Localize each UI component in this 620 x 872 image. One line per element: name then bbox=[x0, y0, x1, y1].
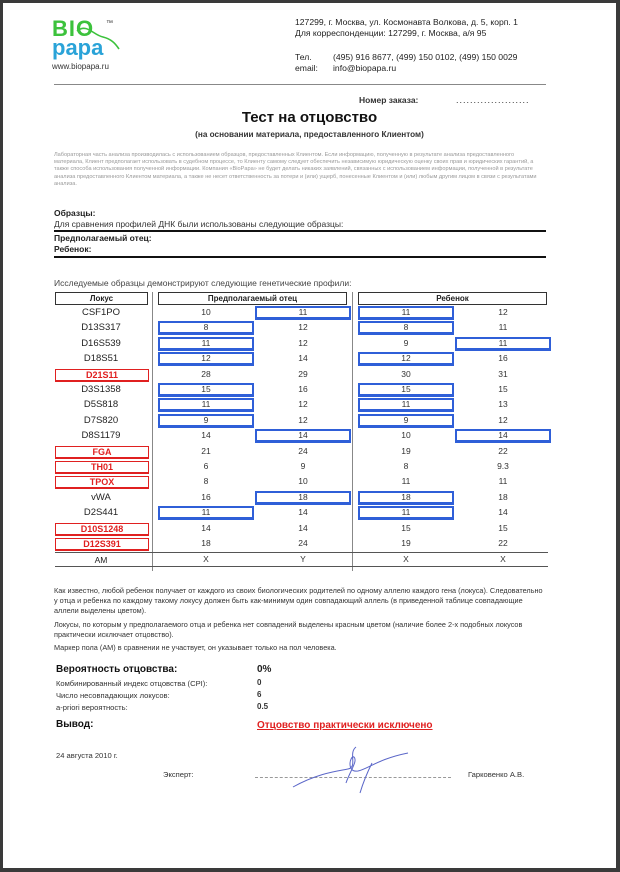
report-date: 24 августа 2010 г. bbox=[56, 751, 118, 760]
father-allele-2: 12 bbox=[298, 322, 308, 333]
cpi-value: 0 bbox=[257, 678, 262, 687]
father-allele-2: 14 bbox=[298, 522, 308, 533]
father-allele-1: 9 bbox=[203, 414, 209, 425]
child-allele-1: 15 bbox=[401, 384, 411, 394]
disclaimer-text: Лабораторная часть анализа производилась с использованием образцов, предоставленных Клиентом. Если информацию, полученную в результате анализа предоставленного материала, Клиент предполагает использовать в судебном процессе, то Клиенту самому следует обеспечить независимую юридическую оценку своих прав и юридических гарантий, а также способа использования полученной информации. Компания «BioPapa» не будет делать никаких заявлений, связанных с использованием информации, полученной в результате анализа предоставленного Клиентом материала, а также не несет ответственность за потери и (или) ущерб, понесенные Клиентом и (или) любым другим лицом в связи с результатами анализа. bbox=[54, 152, 537, 187]
father-allele-2: 10 bbox=[298, 476, 308, 487]
prior-probability-value: 0.5 bbox=[257, 702, 269, 711]
child-allele-1: 19 bbox=[401, 445, 411, 456]
father-allele-2: 9 bbox=[300, 461, 306, 471]
am-row-bottom-border bbox=[55, 566, 548, 567]
explanation-paragraph-3: Маркер пола (АМ) в сравнении не участвует, он указывает только на пол человека. bbox=[54, 643, 337, 652]
header-locus: Локус bbox=[55, 292, 148, 305]
samples-heading: Образцы: bbox=[54, 208, 96, 218]
father-allele-1: 8 bbox=[203, 322, 209, 333]
order-number-label: Номер заказа: bbox=[359, 95, 419, 105]
locus-name-mismatch: D21S11 bbox=[55, 369, 149, 382]
child-allele-1: 9 bbox=[403, 414, 409, 425]
samples-divider-bottom bbox=[54, 256, 546, 258]
address-line-2: Для корреспонденции: 127299, г. Москва, а/я 95 bbox=[295, 28, 487, 38]
website-link[interactable]: www.biopapa.ru bbox=[52, 62, 109, 71]
locus-name: D18S51 bbox=[83, 353, 119, 365]
am-marker-child-2: X bbox=[500, 554, 506, 565]
locus-name-mismatch: TPOX bbox=[55, 476, 149, 489]
child-allele-2: 16 bbox=[498, 353, 508, 364]
header-father: Предполагаемый отец bbox=[158, 292, 347, 305]
conclusion-label: Вывод: bbox=[56, 719, 94, 730]
locus-name: D5S818 bbox=[83, 399, 119, 411]
child-allele-2: 14 bbox=[498, 507, 508, 518]
mismatch-count-value: 6 bbox=[257, 690, 262, 699]
father-allele-1: 6 bbox=[203, 461, 209, 471]
locus-name: D13S317 bbox=[81, 322, 121, 334]
father-allele-1: 14 bbox=[201, 522, 211, 533]
child-allele-2: 12 bbox=[498, 414, 508, 425]
father-allele-1: 18 bbox=[201, 538, 211, 548]
child-allele-1: 9 bbox=[403, 337, 409, 348]
father-allele-2: 29 bbox=[298, 368, 308, 379]
expert-name: Гарковенко А.В. bbox=[468, 770, 525, 779]
address-line-1: 127299, г. Москва, ул. Космонавта Волкова, д. 5, корп. 1 bbox=[295, 17, 518, 27]
father-allele-2: 14 bbox=[298, 430, 308, 441]
child-allele-1: 11 bbox=[401, 307, 411, 317]
report-page bbox=[3, 3, 616, 868]
father-allele-2: 14 bbox=[298, 507, 308, 518]
logo-papa-text: papa bbox=[52, 35, 104, 60]
child-allele-1: 19 bbox=[401, 538, 411, 548]
father-allele-1: 10 bbox=[201, 307, 211, 317]
child-allele-1: 11 bbox=[401, 476, 411, 487]
probability-label: Вероятность отцовства: bbox=[56, 664, 178, 675]
locus-name-mismatch: TH01 bbox=[55, 461, 149, 474]
email-label: email: bbox=[295, 63, 318, 73]
profile-intro-text: Исследуемые образцы демонстрируют следующие генетические профили: bbox=[54, 278, 352, 288]
father-allele-1: 8 bbox=[203, 476, 209, 487]
child-allele-1: 8 bbox=[403, 461, 409, 471]
cpi-label: Комбинированный индекс отцовства (CPI): bbox=[56, 679, 208, 688]
father-allele-2: 14 bbox=[298, 353, 308, 364]
samples-text: Для сравнения профилей ДНК были использованы следующие образцы: bbox=[54, 219, 344, 229]
expert-label: Эксперт: bbox=[163, 770, 194, 779]
father-sample-label: Предполагаемый отец: bbox=[54, 233, 152, 243]
father-allele-2: 24 bbox=[298, 538, 308, 548]
child-allele-2: 15 bbox=[498, 384, 508, 394]
father-allele-1: 11 bbox=[201, 507, 211, 518]
child-allele-1: 18 bbox=[401, 491, 411, 502]
father-allele-2: 11 bbox=[298, 307, 308, 317]
page-title: Тест на отцовство bbox=[241, 109, 378, 126]
am-marker-father-1: X bbox=[203, 554, 209, 565]
locus-name-am: AM bbox=[94, 555, 108, 566]
locus-name: vWA bbox=[91, 491, 111, 503]
father-allele-1: 14 bbox=[201, 430, 211, 441]
locus-name: D7S820 bbox=[83, 414, 119, 426]
child-allele-2: 13 bbox=[498, 399, 508, 410]
father-allele-2: 24 bbox=[298, 445, 308, 456]
locus-name: D16S539 bbox=[81, 337, 121, 349]
child-allele-2: 11 bbox=[498, 476, 508, 487]
locus-name-mismatch: FGA bbox=[55, 446, 149, 459]
locus-name-mismatch: D12S391 bbox=[55, 538, 149, 551]
column-separator-1 bbox=[152, 292, 153, 571]
child-allele-2: 12 bbox=[498, 307, 508, 317]
locus-name-mismatch: D10S1248 bbox=[55, 523, 149, 536]
father-allele-1: 11 bbox=[201, 399, 211, 410]
child-allele-1: 8 bbox=[403, 322, 409, 333]
father-allele-1: 11 bbox=[201, 337, 211, 348]
father-allele-2: 12 bbox=[298, 399, 308, 410]
am-marker-father-2: Y bbox=[300, 554, 306, 565]
column-separator-2 bbox=[352, 292, 353, 571]
child-allele-1: 30 bbox=[401, 368, 411, 379]
child-allele-2: 31 bbox=[498, 368, 508, 379]
child-allele-2: 9.3 bbox=[497, 461, 509, 471]
father-allele-1: 28 bbox=[201, 368, 211, 379]
father-allele-2: 12 bbox=[298, 337, 308, 348]
locus-name: CSF1PO bbox=[81, 307, 120, 318]
child-allele-2: 22 bbox=[498, 445, 508, 456]
father-allele-1: 15 bbox=[201, 384, 211, 394]
father-allele-2: 12 bbox=[298, 414, 308, 425]
phone-value: (495) 916 8677, (499) 150 0102, (499) 150 0029 bbox=[333, 52, 518, 62]
father-allele-1: 12 bbox=[201, 353, 211, 364]
samples-divider-top bbox=[54, 230, 546, 232]
mismatch-count-label: Число несовпадающих локусов: bbox=[56, 691, 170, 700]
conclusion-value: Отцовство практически исключено bbox=[257, 720, 433, 731]
prior-probability-label: a-priori вероятность: bbox=[56, 703, 128, 712]
probability-value: 0% bbox=[257, 664, 272, 675]
explanation-paragraph-2: Локусы, по которым у предполагаемого отца и ребенка нет совпадений выделены красным цветом (наличие более 2-х подобных локусов практически исключает отцовство). bbox=[54, 620, 523, 639]
child-allele-1: 10 bbox=[401, 430, 411, 441]
logo-trademark: ™ bbox=[106, 20, 113, 27]
father-allele-2: 18 bbox=[298, 491, 308, 502]
explanation-paragraph-1: Как известно, любой ребенок получает от каждого из своих биологических родителей по одному аллелю каждого гена (локуса). Следовательно у отца и ребенка по каждому такому локусу должен быть как-минимум один совпадающий аллель (в приведенной таблице совпадающие аллели выделены цветом). bbox=[54, 586, 543, 615]
order-number-value: ..................... bbox=[456, 95, 530, 105]
child-allele-2: 14 bbox=[498, 430, 508, 441]
email-value[interactable]: info@biopapa.ru bbox=[333, 63, 397, 73]
header-divider bbox=[54, 84, 546, 85]
child-allele-1: 11 bbox=[401, 399, 411, 410]
father-allele-2: 16 bbox=[298, 384, 308, 394]
am-marker-child-1: X bbox=[403, 554, 409, 565]
phone-label: Тел. bbox=[295, 52, 312, 62]
child-allele-1: 15 bbox=[401, 522, 411, 533]
locus-name: D8S1179 bbox=[81, 430, 121, 442]
father-allele-1: 16 bbox=[201, 491, 211, 502]
header-child: Ребенок bbox=[358, 292, 547, 305]
child-allele-2: 11 bbox=[498, 322, 508, 333]
child-sample-label: Ребенок: bbox=[54, 244, 92, 254]
child-allele-2: 22 bbox=[498, 538, 508, 548]
child-allele-1: 12 bbox=[401, 353, 411, 364]
father-allele-1: 21 bbox=[201, 445, 211, 456]
signature-icon bbox=[288, 743, 413, 795]
child-allele-2: 18 bbox=[498, 491, 508, 502]
child-allele-2: 11 bbox=[498, 337, 508, 348]
child-allele-2: 15 bbox=[498, 522, 508, 533]
child-allele-1: 11 bbox=[401, 507, 411, 518]
locus-name: D2S441 bbox=[83, 507, 119, 519]
locus-name: D3S1358 bbox=[81, 384, 121, 395]
logo-sperm-icon bbox=[75, 25, 123, 51]
logo-bio-text: BIO bbox=[52, 16, 95, 41]
page-subtitle: (на основании материала, предоставленного Клиентом) bbox=[195, 130, 424, 139]
